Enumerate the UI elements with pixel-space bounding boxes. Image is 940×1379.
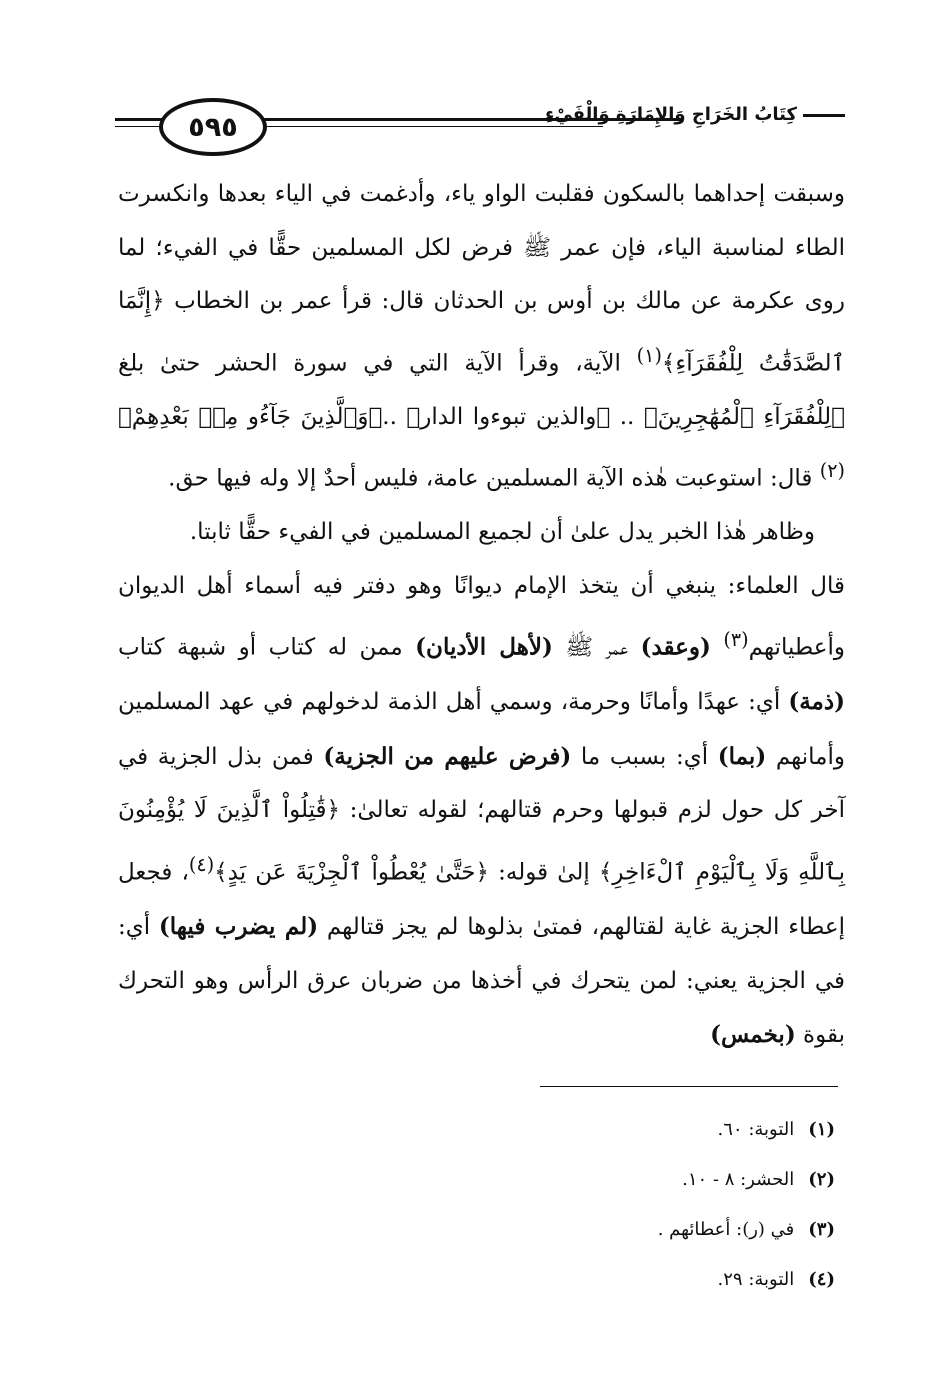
footnote-number: (١) — [808, 1119, 835, 1140]
text-run: ، فجعل إعطاء الجزية غاية لقتالهم، فمتىٰ بذلوها لم يجز قتالهم — [118, 859, 845, 941]
footnote-text: الحشر: ٨ - ١٠. — [682, 1169, 795, 1190]
bold-phrase: (لم يضرب فيها) — [158, 913, 319, 941]
footnotes — [335, 1105, 835, 1305]
page-number: ٥٩٥ — [159, 98, 267, 156]
text-run: فمن بذل الجزية في آخر كل حول لزم قبولها وحرم قتالهم؛ لقوله تعالىٰ: ﴿قَٰتِلُواْ ٱلَّذِينَ لَا يُؤْمِنُونَ بِٱللَّهِ وَلَا بِٱلْيَوْمِ ٱلْءَاخِرِ﴾ إلىٰ قوله: ﴿حَتَّىٰ يُعْطُواْ ٱلْجِزْيَةَ عَن يَدٍ﴾ — [118, 743, 845, 886]
footnote-2 — [335, 1155, 835, 1205]
text-run: عمر ﷺ — [552, 634, 641, 661]
text-run — [711, 635, 724, 661]
header-rule-left-thin — [115, 126, 165, 127]
text-run: أي: عهدًا وأمانًا وحرمة، وسمي أهل الذمة لدخولهم في عهد المسلمين وأمانهم — [118, 689, 846, 770]
text-run: وسبقت إحداهما بالسكون فقلبت الواو ياء، وأدغمت في الياء بعدها وانكسرت الطاء لمناسبة الياء، فإن عمر ﷺ فرض لكل المسلمين حقًّا في الفيء؛ لما روى عكرمة عن مالك بن أوس بن الحدثان قال: قرأ عمر بن الخطاب ﴿إِنَّمَا ٱلصَّدَقَٰتُ لِلْفُقَرَآءِ﴾ — [118, 181, 845, 377]
paragraph — [118, 506, 845, 560]
bold-phrase: (وعقد) — [640, 633, 711, 661]
bold-phrase: (لأهل الأديان) — [415, 633, 553, 661]
footnote-number: (٢) — [808, 1169, 835, 1190]
footnote-number: (٤) — [808, 1269, 835, 1290]
footnote-number: (٣) — [808, 1219, 835, 1240]
bold-phrase: (ذمة) — [788, 688, 845, 716]
bold-phrase: (فرض عليهم من الجزية) — [323, 742, 572, 770]
footnote-3 — [335, 1205, 835, 1255]
text-run: قال: استوعبت هٰذه الآية المسلمين عامة، فليس أحدٌ إلا وله فيها حق. — [168, 465, 820, 492]
footnote-ref: (٤) — [188, 852, 215, 876]
footnote-ref: (٢) — [819, 459, 845, 483]
running-title-mark — [803, 114, 845, 117]
footnote-text: التوبة: ٦٠. — [717, 1119, 795, 1140]
running-title: كِتَابُ الخَرَاجِ وَالإِمَارَةِ وَالْفَيْءِ — [545, 104, 797, 125]
footnote-1 — [335, 1105, 835, 1155]
paragraph — [118, 168, 845, 506]
text-run: قال العلماء: ينبغي أن يتخذ الإمام ديوانًا وهو دفتر فيه أسماء أهل الديوان وأعطياتهم — [118, 572, 845, 661]
text-run: أي: بسبب ما — [571, 743, 718, 770]
bold-phrase: (بما) — [717, 742, 767, 770]
header-rule-left — [115, 118, 165, 121]
bold-phrase: (بخمس) — [710, 1021, 796, 1049]
page-header — [115, 92, 845, 164]
footnote-ref: (١) — [636, 343, 662, 367]
main-text — [118, 168, 845, 1063]
footnote-text: في (ر): أعطائهم . — [657, 1219, 795, 1240]
footnote-separator — [540, 1086, 838, 1087]
footnote-4 — [335, 1255, 835, 1305]
text-run: وظاهر هٰذا الخبر يدل علىٰ أن لجميع المسلمين في الفيء حقًّا ثابتا. — [189, 519, 815, 546]
paragraph — [118, 560, 845, 1063]
footnote-text: التوبة: ٢٩. — [717, 1269, 795, 1290]
footnote-ref: (٣) — [723, 628, 749, 652]
text-run: الآية، وقرأ الآية التي في سورة الحشر حتىٰ بلغ ﴿لِلْفُقَرَآءِ ٱلْمُهَٰجِرِينَ﴾ .. ﴿والذين تبوءوا الدار﴾ ..﴿وَٱلَّذِينَ جَآءُو مِنۢ بَعْدِهِمْ﴾ — [118, 350, 845, 430]
text-run: ممن له كتاب أو شبهة كتاب — [118, 634, 416, 661]
header-rule-middle-thin — [263, 126, 603, 127]
text-run: أي: في الجزية يعني: لمن يتحرك في أخذها من ضربان عرق الرأس وهو التحرك بقوة — [118, 914, 845, 1049]
